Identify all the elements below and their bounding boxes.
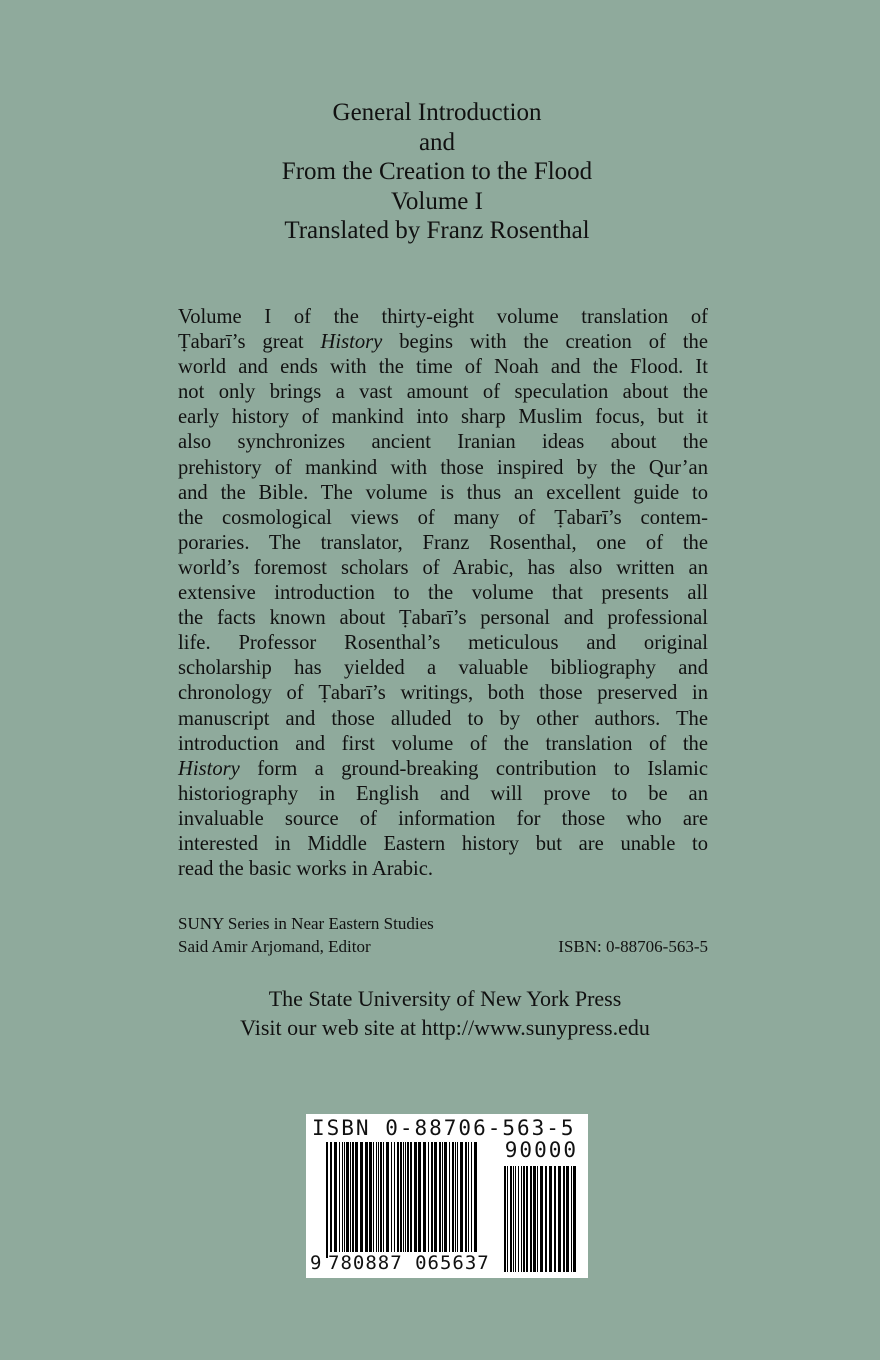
barcode-bar [428, 1142, 429, 1258]
series-name: SUNY Series in Near Eastern Studies [178, 914, 434, 933]
barcode-bar [394, 1142, 395, 1258]
barcode-digits: 780887 065637 [328, 1252, 490, 1274]
blurb-line: the facts known about Ṭabarī’s personal and professional [178, 607, 708, 630]
barcode-bar [526, 1166, 528, 1272]
barcode-bar [549, 1166, 552, 1272]
barcode-bar [350, 1142, 351, 1258]
blurb-line: introduction and first volume of the translation of the [178, 732, 708, 755]
blurb-line: Ṭabarī’s great History begins with the creation of the [178, 331, 708, 354]
isbn-barcode [306, 1114, 588, 1278]
barcode-bar [545, 1166, 547, 1272]
publisher-name: The State University of New York Press [268, 986, 622, 1011]
barcode-bar [418, 1142, 421, 1258]
blurb-line: the cosmological views of many of Ṭabarī’s contem- [178, 506, 708, 529]
barcode-bar [391, 1142, 392, 1258]
blurb-line: extensive introduction to the volume that presents all [178, 582, 708, 605]
barcode-bar [386, 1142, 389, 1258]
title-line: General Introduction [332, 99, 542, 126]
volume-label: Volume I [391, 187, 483, 215]
barcode-bar [431, 1142, 433, 1258]
barcode-bar [334, 1142, 337, 1258]
barcode-bar [352, 1142, 354, 1258]
barcode-bar [537, 1166, 538, 1272]
translator-credit: Translated by Franz Rosenthal [284, 217, 590, 244]
barcode-bar [383, 1142, 384, 1258]
barcode-bar [346, 1142, 349, 1258]
isbn-label: ISBN: 0-88706-563-5 [558, 937, 708, 956]
title-block [0, 98, 874, 246]
barcode-bar [523, 1166, 525, 1272]
barcode-bar [397, 1142, 399, 1258]
publisher-website: Visit our web site at http://www.sunypress.edu [240, 1015, 650, 1040]
barcode-bar [380, 1142, 382, 1258]
barcode-bar [455, 1142, 456, 1258]
title-line: and [418, 128, 456, 156]
barcode-bar [444, 1142, 447, 1258]
barcode-bar [513, 1166, 514, 1272]
barcode-bar [369, 1142, 372, 1258]
barcode-bar [530, 1166, 532, 1272]
blurb-line: manuscript and those alluded to by other authors. The [178, 707, 708, 730]
blurb-line: read the basic works in Arabic. [178, 858, 434, 881]
barcode-bar [326, 1142, 328, 1258]
blurb-line: interested in Middle Eastern history but are unable to [178, 832, 708, 855]
blurb-line: world and ends with the time of Noah and the Flood. It [178, 356, 708, 379]
barcode-bar [504, 1166, 506, 1272]
blurb-line: historiography in English and will prove to be an [178, 782, 708, 805]
ean-barcode-bars [326, 1142, 478, 1258]
barcode-bar [414, 1142, 417, 1258]
barcode-bar [521, 1166, 522, 1272]
barcode-bar [566, 1166, 569, 1272]
barcode-bar [558, 1166, 561, 1272]
blurb-line: also synchronizes ancient Iranian ideas about the [178, 431, 708, 454]
barcode-bar [457, 1142, 458, 1258]
barcode-bar [376, 1142, 377, 1258]
series-editor: Said Amir Arjomand, Editor [178, 937, 371, 956]
barcode-bar [403, 1142, 404, 1258]
barcode-bar [407, 1142, 409, 1258]
barcode-bar [465, 1142, 467, 1258]
barcode-bar [339, 1142, 340, 1258]
blurb-line: not only brings a vast amount of speculation about the [178, 381, 708, 404]
barcode-bar [571, 1166, 572, 1272]
barcode-bar [360, 1142, 363, 1258]
barcode-bar [452, 1142, 454, 1258]
title-line: From the Creation to the Flood [281, 158, 593, 185]
blurb-line: and the Bible. The volume is thus an excellent guide to [178, 481, 708, 504]
blurb-line: prehistory of mankind with those inspired by the Qur’an [178, 456, 708, 479]
blurb-line: invaluable source of information for those who are [178, 807, 708, 830]
barcode-bar [460, 1142, 463, 1258]
addon-barcode-bars [504, 1166, 580, 1272]
description-paragraph [178, 305, 708, 882]
blurb-line: poraries. The translator, Franz Rosenthal, one of the [178, 531, 708, 554]
barcode-isbn-text: ISBN 0-88706-563-5 [312, 1116, 576, 1140]
barcode-bar [507, 1166, 508, 1272]
barcode-bar [554, 1166, 556, 1272]
barcode-bar [518, 1166, 519, 1272]
barcode-bar [474, 1142, 477, 1258]
barcode-bar [410, 1142, 412, 1258]
barcode-bar [573, 1166, 576, 1272]
barcode-lead-digit: 9 [310, 1252, 322, 1274]
barcode-bar [449, 1142, 450, 1258]
barcode-bar [439, 1142, 441, 1258]
barcode-bar [342, 1142, 343, 1258]
barcode-bar [468, 1142, 469, 1258]
blurb-line: world’s foremost scholars of Arabic, has also written an [178, 556, 708, 579]
barcode-bar [365, 1142, 368, 1258]
barcode-bar [533, 1166, 536, 1272]
barcode-bar [405, 1142, 406, 1258]
barcode-bar [373, 1142, 374, 1258]
barcode-bar [330, 1142, 332, 1258]
barcode-bar [515, 1166, 516, 1272]
publisher-info [0, 984, 880, 1042]
blurb-line: early history of mankind into sharp Muslim focus, but it [178, 406, 708, 429]
blurb-line: life. Professor Rosenthal’s meticulous and original [178, 632, 708, 655]
blurb-line: scholarship has yielded a valuable bibliography and [178, 657, 708, 680]
barcode-bar [344, 1142, 345, 1258]
barcode-bar [510, 1166, 512, 1272]
blurb-line: History form a ground-breaking contribution to Islamic [178, 757, 708, 780]
barcode-bar [423, 1142, 426, 1258]
barcode-bar [355, 1142, 358, 1258]
barcode-bar [540, 1166, 543, 1272]
barcode-bar [378, 1142, 379, 1258]
blurb-line: Volume I of the thirty-eight volume translation of [178, 306, 708, 328]
barcode-price-code: 90000 [504, 1138, 578, 1162]
barcode-bar [434, 1142, 437, 1258]
series-info [178, 912, 708, 958]
barcode-bar [471, 1142, 472, 1258]
blurb-line: chronology of Ṭabarī’s writings, both those preserved in [178, 682, 708, 705]
barcode-bar [563, 1166, 565, 1272]
barcode-bar [442, 1142, 443, 1258]
barcode-bar [400, 1142, 402, 1258]
